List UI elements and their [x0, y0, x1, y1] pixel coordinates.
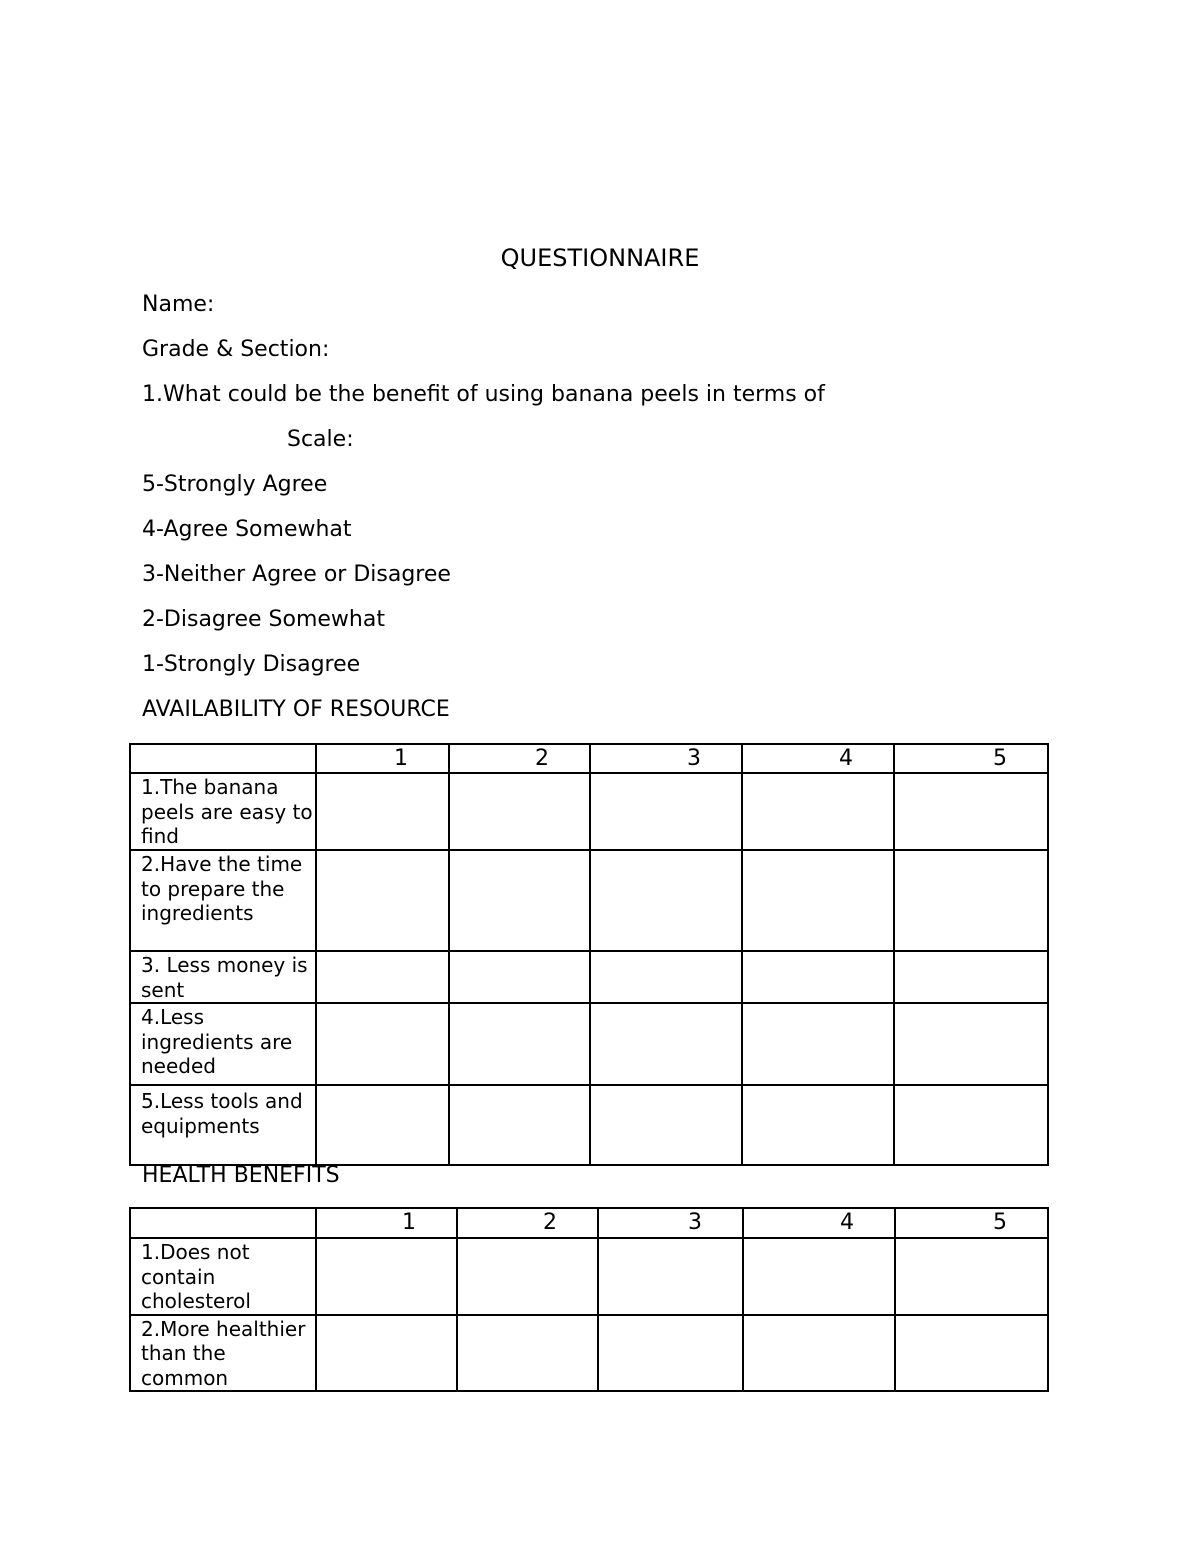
table-row — [130, 1238, 1048, 1315]
name-label: Name: — [142, 292, 215, 317]
column-header-4: 4 — [742, 744, 894, 773]
scale-label: Scale: — [287, 427, 354, 452]
rating-cell-1[interactable] — [316, 1085, 449, 1165]
scale-item-2: 2-Disagree Somewhat — [142, 607, 385, 632]
rating-cell-5[interactable] — [894, 1003, 1048, 1085]
header-blank-cell — [130, 1208, 316, 1238]
rating-cell-1[interactable] — [316, 951, 449, 1003]
column-header-1: 1 — [316, 744, 449, 773]
table-row — [130, 1003, 1048, 1085]
rating-cell-5[interactable] — [894, 773, 1048, 850]
table-row — [130, 773, 1048, 850]
table-header-row — [130, 744, 1048, 773]
rating-cell-4[interactable] — [742, 1003, 894, 1085]
rating-cell-2[interactable] — [449, 850, 590, 951]
column-header-2: 2 — [457, 1208, 598, 1238]
rating-cell-1[interactable] — [316, 1003, 449, 1085]
rating-cell-3[interactable] — [590, 1003, 742, 1085]
rating-cell-3[interactable] — [590, 951, 742, 1003]
column-header-3: 3 — [590, 744, 742, 773]
statement-cell: 3. Less money is sent — [130, 951, 316, 1003]
statement-cell: 2.Have the time to prepare the ingredients — [130, 850, 316, 951]
rating-cell-3[interactable] — [590, 850, 742, 951]
rating-cell-5[interactable] — [895, 1238, 1048, 1315]
scale-item-1: 1-Strongly Disagree — [142, 652, 361, 677]
table-row — [130, 1315, 1048, 1392]
rating-cell-4[interactable] — [743, 1315, 895, 1392]
column-header-4: 4 — [743, 1208, 895, 1238]
rating-cell-3[interactable] — [598, 1238, 743, 1315]
section-heading-health: HEALTH BENEFITS — [142, 1163, 340, 1188]
scale-item-3: 3-Neither Agree or Disagree — [142, 562, 451, 587]
rating-cell-2[interactable] — [457, 1315, 598, 1392]
rating-cell-3[interactable] — [590, 1085, 742, 1165]
rating-cell-2[interactable] — [449, 951, 590, 1003]
health-rating-table — [129, 1207, 1049, 1392]
rating-cell-3[interactable] — [590, 773, 742, 850]
table-header-row — [130, 1208, 1048, 1238]
grade-section-label: Grade & Section: — [142, 337, 330, 362]
table-row — [130, 850, 1048, 951]
rating-cell-2[interactable] — [457, 1238, 598, 1315]
column-header-5: 5 — [895, 1208, 1048, 1238]
statement-cell: 2.More healthier than the common — [130, 1315, 316, 1392]
rating-cell-4[interactable] — [742, 951, 894, 1003]
rating-cell-5[interactable] — [894, 850, 1048, 951]
table-row — [130, 951, 1048, 1003]
rating-cell-2[interactable] — [449, 1085, 590, 1165]
scale-item-5: 5-Strongly Agree — [142, 472, 328, 497]
column-header-2: 2 — [449, 744, 590, 773]
statement-cell: 5.Less tools and equipments — [130, 1085, 316, 1165]
rating-cell-1[interactable] — [316, 850, 449, 951]
column-header-5: 5 — [894, 744, 1048, 773]
rating-cell-5[interactable] — [894, 951, 1048, 1003]
statement-cell: 1.Does not contain cholesterol — [130, 1238, 316, 1315]
scale-item-4: 4-Agree Somewhat — [142, 517, 352, 542]
section-heading-resource: AVAILABILITY OF RESOURCE — [142, 697, 450, 722]
question-text: 1.What could be the benefit of using banana peels in terms of — [142, 382, 825, 407]
statement-cell: 4.Less ingredients are needed — [130, 1003, 316, 1085]
rating-cell-4[interactable] — [743, 1238, 895, 1315]
header-blank-cell — [130, 744, 316, 773]
rating-cell-4[interactable] — [742, 850, 894, 951]
rating-cell-1[interactable] — [316, 1238, 457, 1315]
page-title: QUESTIONNAIRE — [500, 244, 700, 272]
rating-cell-1[interactable] — [316, 773, 449, 850]
table-row — [130, 1085, 1048, 1165]
statement-cell: 1.The banana peels are easy to find — [130, 773, 316, 850]
rating-cell-4[interactable] — [742, 773, 894, 850]
rating-cell-2[interactable] — [449, 773, 590, 850]
rating-cell-5[interactable] — [894, 1085, 1048, 1165]
resource-rating-table — [129, 743, 1049, 1166]
column-header-3: 3 — [598, 1208, 743, 1238]
rating-cell-5[interactable] — [895, 1315, 1048, 1392]
rating-cell-1[interactable] — [316, 1315, 457, 1392]
column-header-1: 1 — [316, 1208, 457, 1238]
rating-cell-2[interactable] — [449, 1003, 590, 1085]
rating-cell-4[interactable] — [742, 1085, 894, 1165]
rating-cell-3[interactable] — [598, 1315, 743, 1392]
